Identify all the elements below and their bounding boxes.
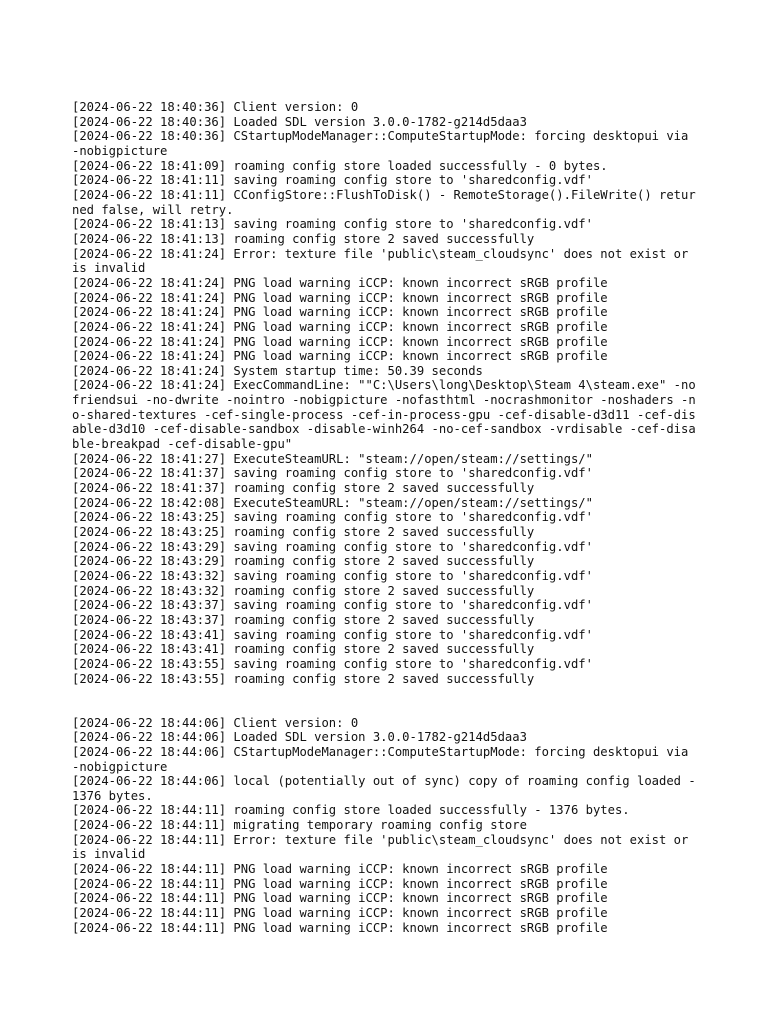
- log-line: [2024-06-22 18:40:36] Loaded SDL version 3.0.0-1782-g214d5daa3: [72, 114, 527, 129]
- log-line: [2024-06-22 18:44:11] PNG load warning iCCP: known incorrect sRGB profile: [72, 876, 608, 891]
- log-line: [2024-06-22 18:41:37] saving roaming config store to 'sharedconfig.vdf': [72, 466, 593, 481]
- log-line: [2024-06-22 18:44:06] Loaded SDL version 3.0.0-1782-g214d5daa3: [72, 730, 527, 745]
- log-line: [2024-06-22 18:43:25] saving roaming config store to 'sharedconfig.vdf': [72, 510, 593, 525]
- log-line: [2024-06-22 18:41:24] PNG load warning iCCP: known incorrect sRGB profile: [72, 349, 608, 364]
- log-line: [2024-06-22 18:44:11] migrating temporary roaming config store: [72, 818, 527, 833]
- log-line: [2024-06-22 18:44:11] roaming config store loaded successfully - 1376 bytes.: [72, 803, 630, 818]
- log-line: [2024-06-22 18:41:37] roaming config store 2 saved successfully: [72, 481, 535, 496]
- log-line: [2024-06-22 18:41:13] saving roaming config store to 'sharedconfig.vdf': [72, 217, 593, 232]
- log-line: [2024-06-22 18:44:11] PNG load warning iCCP: known incorrect sRGB profile: [72, 906, 608, 921]
- log-line: [2024-06-22 18:44:11] PNG load warning iCCP: known incorrect sRGB profile: [72, 891, 608, 906]
- log-line: [2024-06-22 18:40:36] Client version: 0: [72, 100, 359, 114]
- log-line: [2024-06-22 18:44:06] CStartupModeManager::ComputeStartupMode: forcing desktopui via -nobigpicture: [72, 744, 696, 774]
- log-line: [2024-06-22 18:41:27] ExecuteSteamURL: "steam://open/steam://settings/": [72, 451, 593, 466]
- log-line: [2024-06-22 18:43:29] roaming config store 2 saved successfully: [72, 554, 535, 569]
- log-line: [2024-06-22 18:41:13] roaming config store 2 saved successfully: [72, 231, 535, 246]
- log-text-block: [72, 100, 702, 935]
- log-line: [2024-06-22 18:41:24] PNG load warning iCCP: known incorrect sRGB profile: [72, 305, 608, 320]
- log-line: [2024-06-22 18:44:11] Error: texture file 'public\steam_cloudsync' does not exist or is invalid: [72, 832, 696, 862]
- log-line: [2024-06-22 18:41:24] PNG load warning iCCP: known incorrect sRGB profile: [72, 275, 608, 290]
- log-line: [2024-06-22 18:44:06] Client version: 0: [72, 715, 359, 730]
- log-line: [2024-06-22 18:41:09] roaming config store loaded successfully - 0 bytes.: [72, 158, 608, 173]
- log-line: [2024-06-22 18:41:24] PNG load warning iCCP: known incorrect sRGB profile: [72, 290, 608, 305]
- log-line: [2024-06-22 18:44:11] PNG load warning iCCP: known incorrect sRGB profile: [72, 862, 608, 877]
- log-blank-line: [72, 686, 702, 701]
- log-line: [2024-06-22 18:43:37] saving roaming config store to 'sharedconfig.vdf': [72, 598, 593, 613]
- log-line: [2024-06-22 18:41:24] PNG load warning iCCP: known incorrect sRGB profile: [72, 334, 608, 349]
- log-line: [2024-06-22 18:41:11] CConfigStore::FlushToDisk() - RemoteStorage().FileWrite() returned false, will retry.: [72, 187, 696, 217]
- log-line: [2024-06-22 18:41:24] Error: texture file 'public\steam_cloudsync' does not exist or is invalid: [72, 246, 696, 276]
- log-line: [2024-06-22 18:43:37] roaming config store 2 saved successfully: [72, 612, 535, 627]
- log-line: [2024-06-22 18:43:32] roaming config store 2 saved successfully: [72, 583, 535, 598]
- log-blank-line: [72, 701, 702, 716]
- log-line: [2024-06-22 18:43:32] saving roaming config store to 'sharedconfig.vdf': [72, 569, 593, 583]
- log-line: [2024-06-22 18:44:11] PNG load warning iCCP: known incorrect sRGB profile: [72, 920, 608, 935]
- log-line: [2024-06-22 18:43:55] roaming config store 2 saved successfully: [72, 671, 535, 686]
- log-line: [2024-06-22 18:44:06] local (potentially out of sync) copy of roaming config loaded - 1376 bytes.: [72, 774, 704, 803]
- log-line: [2024-06-22 18:42:08] ExecuteSteamURL: "steam://open/steam://settings/": [72, 495, 593, 510]
- log-line: [2024-06-22 18:41:24] System startup time: 50.39 seconds: [72, 363, 483, 378]
- log-line: [2024-06-22 18:41:24] PNG load warning iCCP: known incorrect sRGB profile: [72, 319, 608, 334]
- log-line: [2024-06-22 18:43:41] saving roaming config store to 'sharedconfig.vdf': [72, 627, 593, 642]
- log-line: [2024-06-22 18:43:29] saving roaming config store to 'sharedconfig.vdf': [72, 539, 593, 554]
- log-line: [2024-06-22 18:41:11] saving roaming config store to 'sharedconfig.vdf': [72, 173, 593, 188]
- log-line: [2024-06-22 18:40:36] CStartupModeManager::ComputeStartupMode: forcing desktopui via -nobigpicture: [72, 129, 696, 158]
- log-line: [2024-06-22 18:43:41] roaming config store 2 saved successfully: [72, 642, 535, 657]
- log-line: [2024-06-22 18:41:24] ExecCommandLine: ""C:\Users\long\Desktop\Steam 4\steam.exe" -nofriendsui -no-dwrite -nointro -nobigpicture -nofasthtml -nocrashmonitor -noshaders -no-shared-textures -cef-single-process -cef-in-process-gpu -cef-disable-d3d11 -cef-disable-d3d10 -cef-disable-sandbox -disable-winh264 -no-cef-sandbox -vrdisable -cef-disable-breakpad -cef-disable-gpu": [72, 378, 696, 452]
- log-line: [2024-06-22 18:43:55] saving roaming config store to 'sharedconfig.vdf': [72, 656, 593, 671]
- log-line: [2024-06-22 18:43:25] roaming config store 2 saved successfully: [72, 525, 535, 540]
